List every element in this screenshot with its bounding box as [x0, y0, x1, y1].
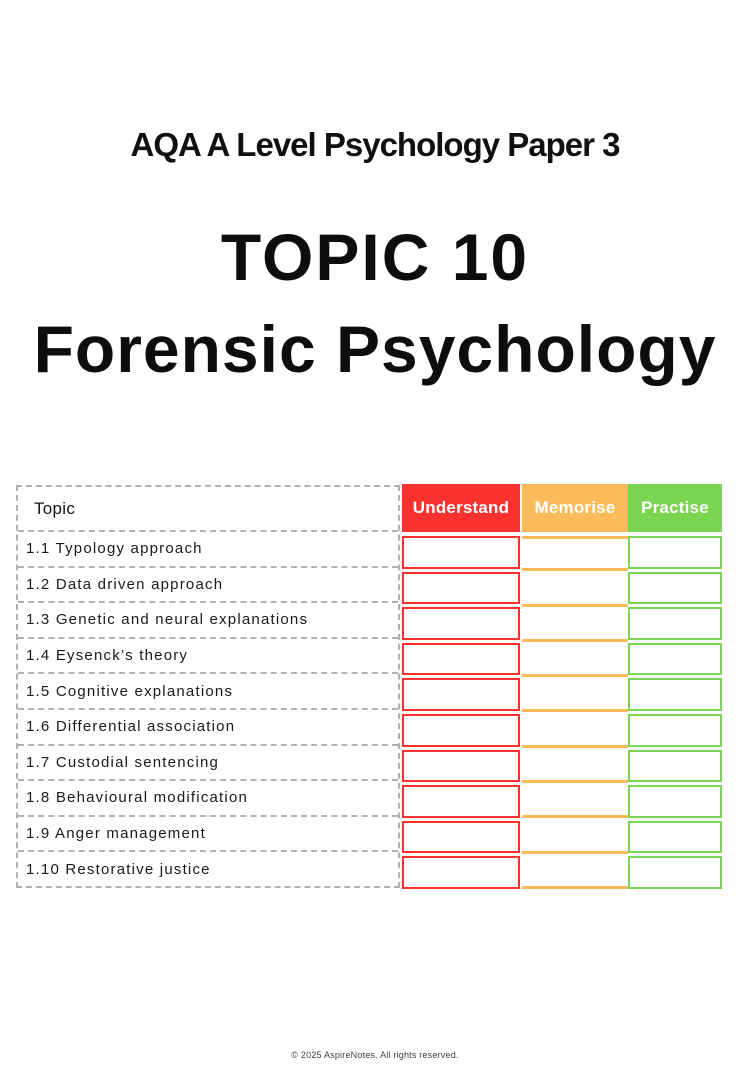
topic-row-2: 1.2 Data driven approach	[18, 568, 398, 604]
copyright-footer: © 2025 AspireNotes. All rights reserved.	[291, 1050, 459, 1060]
practise-checkbox-cell[interactable]	[628, 572, 722, 605]
memorise-checkbox-cell[interactable]	[522, 680, 628, 712]
topic-row-10: 1.10 Restorative justice	[26, 860, 211, 878]
understand-checkbox-cell[interactable]	[402, 643, 520, 676]
understand-checkbox-cell[interactable]	[402, 785, 520, 818]
understand-cells	[402, 536, 520, 889]
course-subtitle: AQA A Level Psychology Paper 3	[130, 126, 620, 163]
memorise-checkbox-cell[interactable]	[522, 821, 628, 853]
practise-checkbox-cell[interactable]	[628, 607, 722, 640]
understand-checkbox-cell[interactable]	[402, 607, 520, 640]
practise-checkbox-cell[interactable]	[628, 643, 722, 676]
understand-checkbox-cell[interactable]	[402, 856, 520, 889]
understand-checkbox-cell[interactable]	[402, 678, 520, 711]
practise-checkbox-cell[interactable]	[628, 678, 722, 711]
topic-row-5: 1.5 Cognitive explanations	[18, 674, 398, 710]
topic-row-8: 1.8 Behavioural modification	[18, 781, 398, 817]
topic-column	[16, 485, 400, 888]
memorise-checkbox-cell[interactable]	[522, 751, 628, 783]
understand-checkbox-cell[interactable]	[402, 821, 520, 854]
understand-checkbox-cell[interactable]	[402, 750, 520, 783]
topic-row-7: 1.7 Custodial sentencing	[18, 746, 398, 782]
topic-row-6: 1.6 Differential association	[18, 710, 398, 746]
memorise-column-header: Memorise	[522, 484, 628, 532]
memorise-checkbox-cell[interactable]	[522, 574, 628, 606]
practise-checkbox-cell[interactable]	[628, 536, 722, 569]
understand-column	[402, 484, 520, 889]
topic-row-4: 1.4 Eysenck’s theory	[18, 639, 398, 675]
memorise-checkbox-cell[interactable]	[522, 536, 628, 571]
memorise-checkbox-cell[interactable]	[522, 715, 628, 747]
topic-column-header: Topic	[18, 487, 398, 532]
understand-checkbox-cell[interactable]	[402, 714, 520, 747]
topic-number-title: TOPIC 10	[220, 220, 530, 294]
memorise-cells	[522, 536, 628, 889]
practise-checkbox-cell[interactable]	[628, 750, 722, 783]
memorise-checkbox-cell[interactable]	[522, 645, 628, 677]
practise-cells	[628, 536, 722, 889]
memorise-checkbox-cell[interactable]	[522, 610, 628, 642]
understand-column-header: Understand	[402, 484, 520, 532]
understand-checkbox-cell[interactable]	[402, 536, 520, 569]
practise-checkbox-cell[interactable]	[628, 785, 722, 818]
topic-name-title: Forensic Psychology	[33, 312, 717, 386]
understand-checkbox-cell[interactable]	[402, 572, 520, 605]
practise-column-header: Practise	[628, 484, 722, 532]
topic-row-1: 1.1 Typology approach	[18, 532, 398, 568]
topic-tracker-table	[16, 484, 722, 889]
topic-row-9: 1.9 Anger management	[18, 817, 398, 853]
memorise-checkbox-cell[interactable]	[522, 857, 628, 889]
memorise-checkbox-cell[interactable]	[522, 786, 628, 818]
practise-checkbox-cell[interactable]	[628, 714, 722, 747]
topic-row-3: 1.3 Genetic and neural explanations	[18, 603, 398, 639]
practise-checkbox-cell[interactable]	[628, 821, 722, 854]
practise-column	[628, 484, 722, 889]
memorise-column	[522, 484, 628, 889]
practise-checkbox-cell[interactable]	[628, 856, 722, 889]
